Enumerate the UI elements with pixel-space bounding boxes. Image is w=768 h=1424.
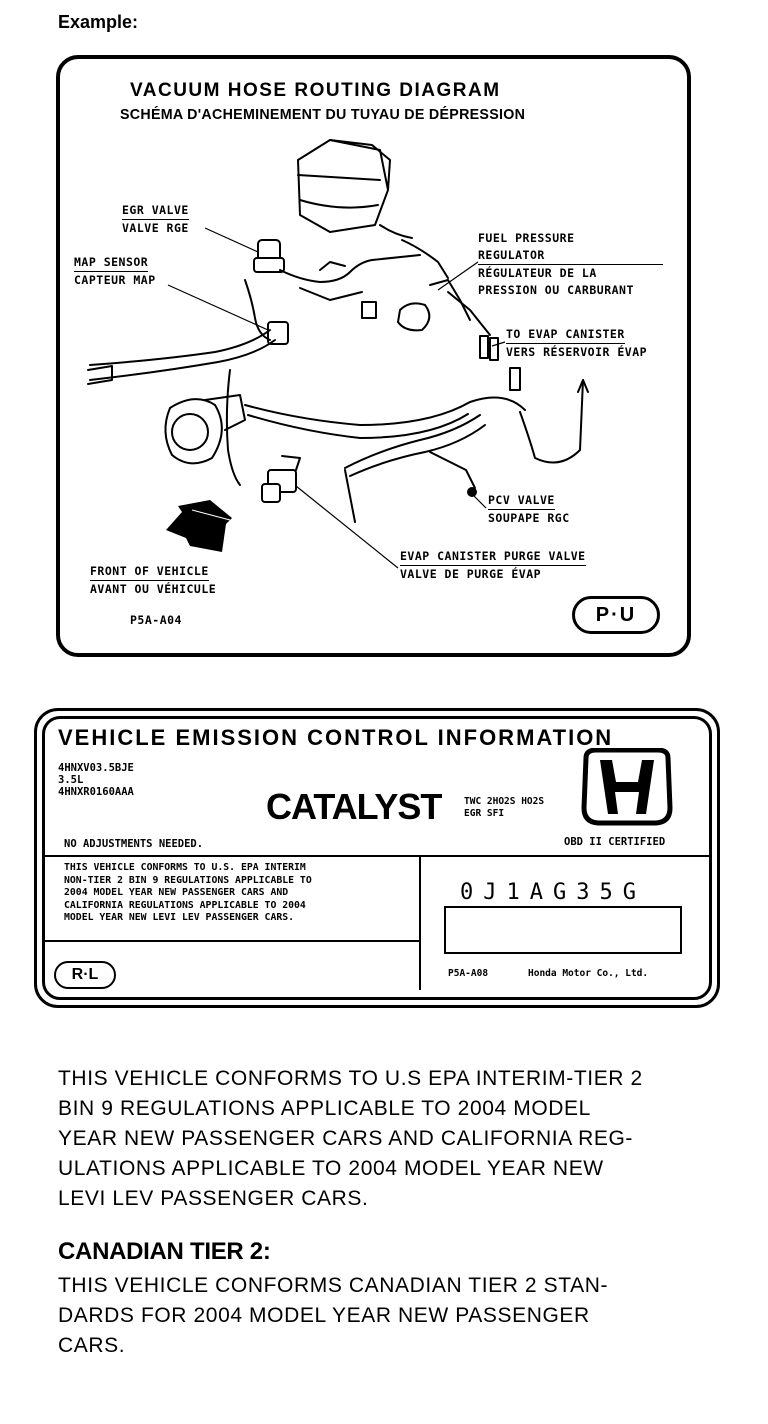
emission-conform-text: THIS VEHICLE CONFORMS TO U.S. EPA INTERIM NON-TIER 2 BIN 9 REGULATIONS APPLICABLE TO 2004 MODEL YEAR NEW PASSENGER CARS AND CALIFORNIA REGULATIONS APPLICABLE TO 2004 MODEL YEAR NEW LEVI LEV PASSENGER CARS. (64, 862, 312, 923)
engine-code-2: 3.5L (58, 774, 84, 786)
front-arrow-icon (166, 500, 232, 552)
callout-egr-valve: EGR VALVE VALVE RGE (122, 203, 189, 235)
pu-badge: P·U (572, 596, 660, 634)
emission-systems: TWC 2HO2S HO2S EGR SFI (464, 796, 545, 819)
emission-title: VEHICLE EMISSION CONTROL INFORMATION (58, 725, 614, 750)
maker-text: Honda Motor Co., Ltd. (528, 968, 649, 979)
example-label: Example: (58, 12, 139, 32)
vacuum-diagram-title-en: VACUUM HOSE ROUTING DIAGRAM (130, 80, 501, 101)
emission-divider-h (44, 855, 710, 857)
obd-certified-text: OBD II CERTIFIED (564, 836, 666, 848)
callout-evap-canister: TO EVAP CANISTER VERS RÉSERVOIR ÉVAP (506, 327, 648, 359)
emission-divider-h2 (44, 940, 420, 942)
serial-code: 0J1AG35G (460, 880, 646, 905)
callout-front-of-vehicle: FRONT OF VEHICLE AVANT OU VÉHICULE (90, 564, 217, 596)
rl-badge: R·L (54, 961, 116, 989)
paragraph-epa: THIS VEHICLE CONFORMS TO U.S EPA INTERIM-TIER 2 BIN 9 REGULATIONS APPLICABLE TO 2004 MODEL YEAR NEW PASSENGER CARS AND CALIFORNIA REG- ULATIONS APPLICABLE TO 2004 MODEL YEAR NEW LEVI LEV PASSENGER CARS. (58, 1067, 643, 1210)
engine-codes (58, 762, 134, 798)
canadian-heading: CANADIAN TIER 2: (58, 1238, 271, 1265)
callout-map-sensor: MAP SENSOR CAPTEUR MAP (74, 255, 156, 287)
emission-divider-v (419, 855, 421, 990)
emission-part-code: P5A-A08 (448, 968, 489, 979)
engine-code-1: 4HNXV03.5BJE (58, 762, 134, 774)
no-adjustments-text: NO ADJUSTMENTS NEEDED. (64, 838, 204, 850)
honda-logo-icon (578, 748, 676, 826)
engine-code-3: 4HNXR0160AAA (58, 786, 134, 798)
paragraph-canadian: THIS VEHICLE CONFORMS CANADIAN TIER 2 STAN- DARDS FOR 2004 MODEL YEAR NEW PASSENGER CARS. (58, 1274, 609, 1357)
vacuum-diagram-title-fr: SCHÉMA D'ACHEMINEMENT DU TUYAU DE DÉPRESSION (120, 106, 526, 123)
callout-evap-purge-valve: EVAP CANISTER PURGE VALVE VALVE DE PURGE ÉVAP (400, 549, 586, 581)
callout-fuel-pressure-regulator: FUEL PRESSURE REGULATOR RÉGULATEUR DE LA PRESSION OU CARBURANT (478, 230, 663, 299)
callout-pcv-valve: PCV VALVE SOUPAPE RGC (488, 493, 570, 525)
vacuum-part-code: P5A-A04 (130, 613, 182, 627)
catalyst-text: CATALYST (266, 786, 442, 827)
blank-code-box (444, 906, 682, 954)
